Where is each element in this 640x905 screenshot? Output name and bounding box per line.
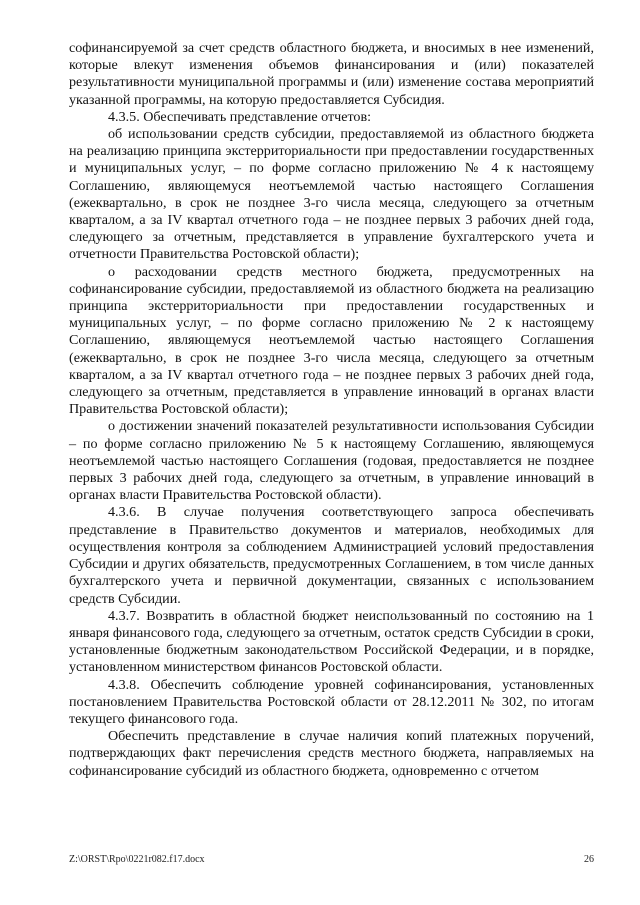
paragraph-report-spending: о расходовании средств местного бюджета, предусмотренных на софинансирование субсидии, предоставляемой из областного бюджета на реализацию принципа экстерриториальности при предоставлении государственных и муниципальных услуг, – по форме согласно приложению № 2 к настоящему Соглашению, являющемуся неотъемлемой частью настоящего Соглашения (ежеквартально, в срок не позднее 3-го числа месяца, следующего за отчетным кварталом, а за IV квартал отчетного года – не позднее первых 3 рабочих дней года, следующего за отчетным, представляется в управление инноваций в органах власти Правительства Ростовской области); (69, 263, 594, 418)
paragraph-report-usage: об использовании средств субсидии, предоставляемой из областного бюджета на реализацию принципа экстерриториальности при предоставлении государственных и муниципальных услуг, – по форме согласно приложению № 4 к настоящему Соглашению, являющемуся неотъемлемой частью настоящего Соглашения (ежеквартально, в срок не позднее 3-го числа месяца, следующего за отчетным кварталом, а за IV квартал отчетного года – не позднее первых 3 рабочих дней года, следующего за отчетным, представляется в управление бухгалтерского учета и отчетности Правительства Ростовской области); (69, 126, 594, 263)
footer-file-path: Z:\ORST\Rpo\0221r082.f17.docx (69, 854, 205, 865)
footer-page-number: 26 (584, 854, 594, 865)
paragraph-continuation: софинансируемой за счет средств областного бюджета, и вносимых в нее изменений, которые влекут изменения объемов финансирования и (или) показателей результативности муниципальной программы и (или) изменение состава мероприятий указанной программы, на которую предоставляется Субсидия. (69, 40, 594, 108)
paragraph-report-indicators: о достижении значений показателей результативности использования Субсидии – по форме согласно приложению № 5 к настоящему Соглашению, являющемуся неотъемлемой частью настоящего Соглашения (годовая, предоставляется не позднее первых 3 рабочих дней года, следующего за отчетным, в управление инноваций в органах власти Правительства Ростовской области). (69, 418, 594, 504)
paragraph-4-3-6: 4.3.6. В случае получения соответствующего запроса обеспечивать представление в Правительство документов и материалов, необходимых для осуществления контроля за соблюдением Администрацией условий предоставления Субсидии и других обязательств, предусмотренных Соглашением, в том числе данных бухгалтерского учета и первичной документации, связанных с использованием средств Субсидии. (69, 504, 594, 607)
paragraph-4-3-5: 4.3.5. Обеспечивать представление отчетов: (108, 108, 372, 125)
paragraph-payment-orders: Обеспечить представление в случае наличия копий платежных поручений, подтверждающих факт перечисления средств местного бюджета, направляемых на софинансирование субсидий из областного бюджета, одновременно с отчетом (69, 728, 594, 779)
paragraph-4-3-8: 4.3.8. Обеспечить соблюдение уровней софинансирования, установленных постановлением Правительства Ростовской области от 28.12.2011 № 302, по итогам текущего финансового года. (69, 676, 594, 727)
document-body (69, 40, 594, 780)
paragraph-4-3-7: 4.3.7. Возвратить в областной бюджет неиспользованный по состоянию на 1 января финансового года, следующего за отчетным, остаток средств Субсидии в сроки, установленные бюджетным законодательством Российской Федерации, и в порядке, установленном министерством финансов Ростовской области. (69, 607, 594, 676)
